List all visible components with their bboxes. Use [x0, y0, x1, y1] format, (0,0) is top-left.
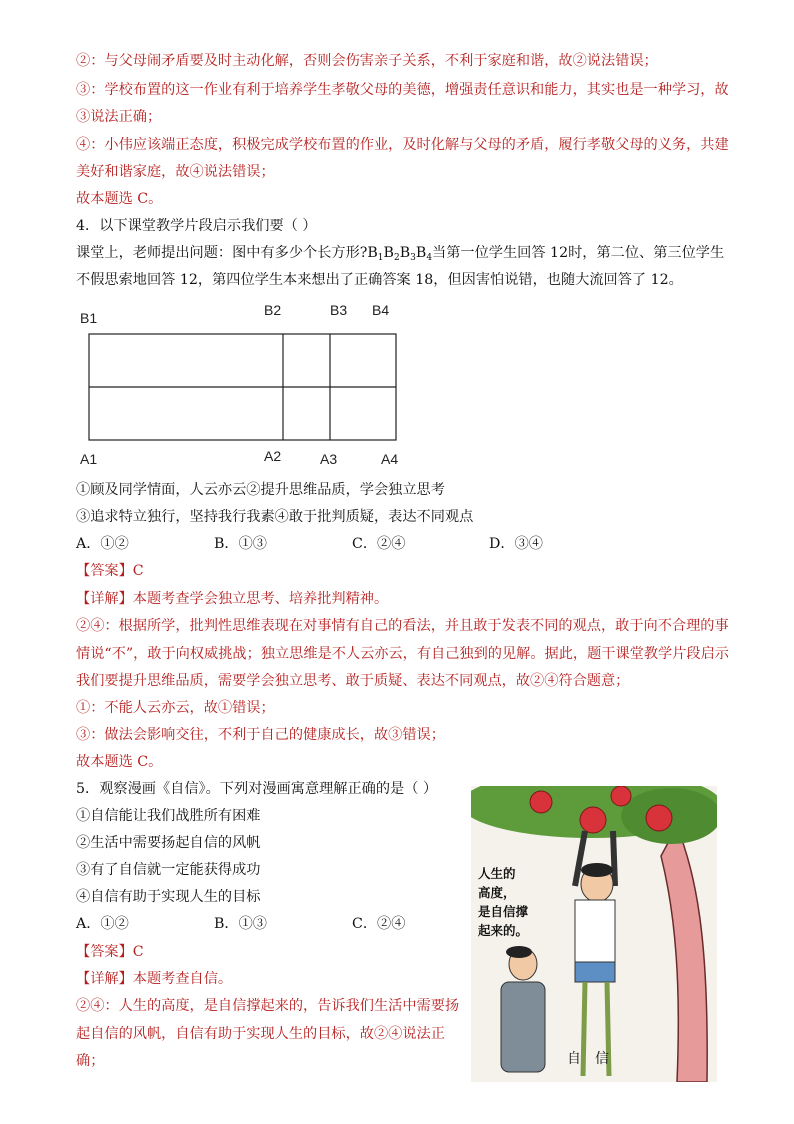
hair: [581, 863, 613, 877]
option-a: A．①②: [76, 536, 129, 552]
cartoon-illustration: [471, 786, 717, 1082]
statement-line: ④自信有助于实现人生的目标: [76, 889, 261, 905]
answer-line: [76, 942, 144, 962]
apple: [646, 805, 672, 831]
text-line: ③：学校布置的这一作业有利于培养学生孝敬父母的美德，增强责任意识和能力，其实也是一种学习，故: [76, 82, 729, 98]
text-line: 故本题选 C。: [76, 191, 163, 207]
explanation-line: 我们要提升思维品质，需要学会独立思考、敢于质疑、表达不同观点，故②④符合题意；: [76, 673, 630, 689]
tree-trunk: [661, 826, 707, 1082]
explanation-line: ②④：根据所学，批判性思维表现在对事情有自己的看法，并且敢于发表不同的观点，敢于向不合理的事: [76, 618, 729, 634]
subscript: 1: [377, 253, 384, 263]
label-b1: B1: [80, 310, 98, 326]
b-letter: B: [399, 245, 411, 261]
subscript: 4: [426, 253, 433, 263]
text-line: ②：与父母闹矛盾要及时主动化解，否则会伤害亲子关系，不利于家庭和谐，故②说法错误；: [76, 53, 658, 69]
question-4-context: [76, 243, 724, 268]
answer-value: C: [132, 563, 144, 579]
option-c: C．②④: [352, 536, 406, 552]
caption-line: 高度，: [478, 885, 516, 900]
jacket: [501, 982, 545, 1072]
question-4-context: 不假思索地回答 12，第四位学生本来想出了正确答案 18，但因害怕说错，也随大流回答了 12。: [76, 272, 683, 288]
text-line: ④：小伟应该端正态度，积极完成学校布置的作业，及时化解与父母的矛盾，履行孝敬父母的义务，共建: [76, 137, 729, 153]
label-a2: A2: [264, 448, 282, 464]
shorts: [575, 962, 615, 982]
hair: [506, 946, 532, 958]
explanation-line: ①：不能人云亦云，故①错误；: [76, 700, 275, 716]
explanation-line: 起自信的风帆，自信有助于实现人生的目标，故②④说法正: [76, 1026, 445, 1042]
explanation-line: 故本题选 C。: [76, 754, 163, 770]
detail-line: [76, 589, 388, 609]
arm: [613, 831, 615, 886]
context-text: 课堂上，老师提出问题：图中有多少个长方形?B: [76, 245, 378, 261]
apple: [530, 791, 552, 813]
option-d: D．③④: [489, 536, 543, 552]
caption-line: 人生的: [478, 866, 516, 881]
stilt-text-xin: 信: [595, 1051, 609, 1067]
option-b: B．①③: [214, 536, 267, 552]
text-line: 美好和谐家庭，故④说法错误；: [76, 164, 275, 180]
explanation-line: 确；: [76, 1053, 105, 1069]
statement-line: ②生活中需要扬起自信的风帆: [76, 835, 261, 851]
option-c: C．②④: [352, 916, 406, 932]
stilt: [583, 982, 585, 1076]
answer-value: C: [132, 944, 144, 960]
b-letter: B: [383, 245, 394, 261]
explanation-line: ②④：人生的高度，是自信撑起来的，告诉我们生活中需要扬: [76, 998, 460, 1014]
apple: [611, 786, 631, 806]
label-b2: B2: [264, 302, 282, 318]
context-text: 当第一位学生回答 12时，第二位、第三位学生: [432, 245, 725, 261]
shirt: [575, 900, 615, 962]
label-a1: A1: [80, 451, 98, 467]
label-b4: B4: [372, 302, 390, 318]
label-b3: B3: [330, 302, 348, 318]
answer-tag: 【答案】: [76, 944, 133, 960]
answer-line: [76, 561, 144, 581]
detail-line: [76, 969, 232, 989]
cartoon-caption: [478, 864, 528, 940]
label-a4: A4: [381, 451, 399, 467]
detail-tag: 【详解】: [76, 591, 133, 607]
question-4-stem: 4．以下课堂教学片段启示我们要（ ）: [76, 218, 317, 234]
explanation-line: ③：做法会影响交往，不利于自己的健康成长，故③错误；: [76, 727, 445, 743]
caption-line: 起来的。: [478, 923, 529, 938]
question-5-stem: 5．观察漫画《自信》。下列对漫画寓意理解正确的是（ ）: [76, 781, 438, 797]
stilt-text-zi: 自: [567, 1051, 581, 1067]
detail-text: 本题考查自信。: [132, 971, 233, 987]
text-line: ③说法正确；: [76, 109, 162, 125]
option-a: A．①②: [76, 916, 129, 932]
answer-tag: 【答案】: [76, 563, 133, 579]
subscript: 2: [393, 253, 400, 263]
label-a3: A3: [320, 451, 338, 467]
rectangle-figure-lines: [76, 300, 416, 470]
statement-line: ①自信能让我们战胜所有困难: [76, 808, 261, 824]
detail-text: 本题考查学会独立思考、培养批判精神。: [132, 591, 389, 607]
subscript: 3: [410, 253, 416, 263]
statement-line: ③有了自信就一定能获得成功: [76, 862, 261, 878]
explanation-line: 情说“不”，敢于向权威挑战；独立思维是不人云亦云，有自己独到的见解。据此，题干课堂教学片段启示: [76, 646, 729, 662]
b-letter: B: [415, 245, 427, 261]
statement-line: ③追求特立独行，坚持我行我素④敢于批判质疑，表达不同观点: [76, 509, 474, 525]
caption-line: 是自信撑: [478, 904, 529, 919]
rectangle-figure: [76, 300, 416, 470]
detail-tag: 【详解】: [76, 971, 133, 987]
statement-line: ①顾及同学情面，人云亦云②提升思维品质，学会独立思考: [76, 482, 445, 498]
option-b: B．①③: [214, 916, 267, 932]
apple: [580, 807, 606, 833]
